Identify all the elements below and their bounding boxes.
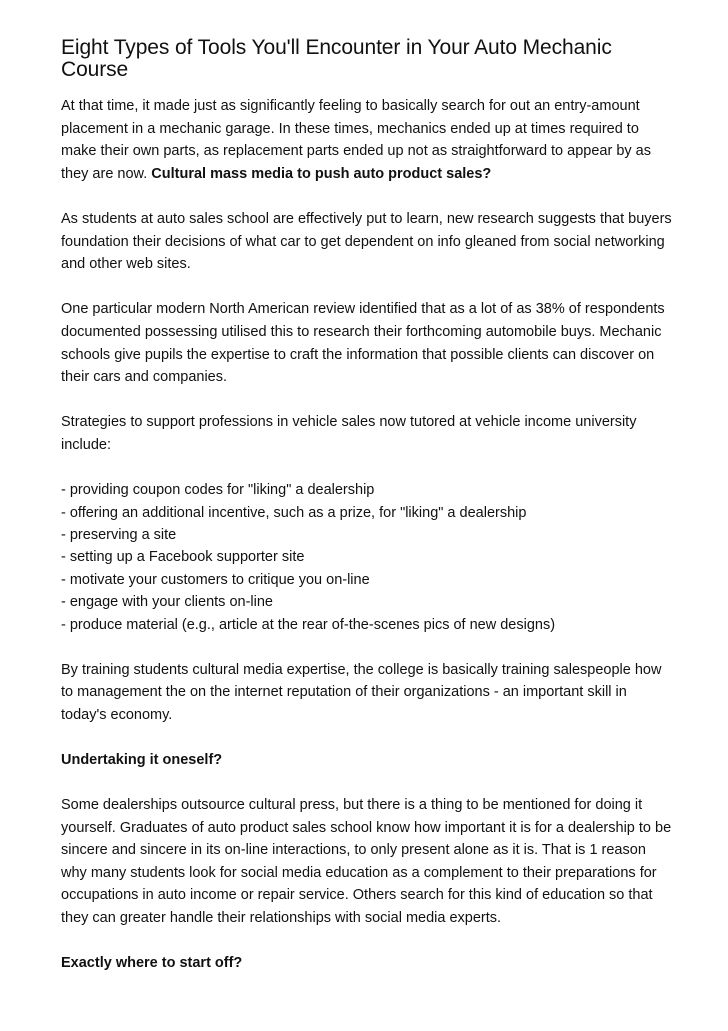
- subheading-undertaking: Undertaking it oneself?: [61, 751, 223, 768]
- list-item: - setting up a Facebook supporter site: [61, 549, 305, 566]
- spacer: [61, 389, 673, 412]
- list-item: - motivate your customers to critique you on-line: [61, 571, 370, 588]
- document-page: [61, 37, 673, 975]
- spacer: [61, 930, 673, 953]
- strategies-list: [61, 479, 673, 636]
- spacer: [61, 185, 673, 208]
- paragraph-strategies: Strategies to support professions in vehicle sales now tutored at vehicle income university include:: [61, 414, 637, 453]
- paragraph-training: By training students cultural media expertise, the college is basically training salespeople how to management the on the internet reputation of their organizations - an important skill in today's economy.: [61, 661, 662, 723]
- list-item: - produce material (e.g., article at the rear of-the-scenes pics of new designs): [61, 616, 556, 633]
- paragraph-dealerships: Some dealerships outsource cultural press, but there is a thing to be mentioned for doing it yourself. Graduates of auto product sales school know how important it is for a dealership to be sincere and sincere in its on-line interactions, to only present alone as it is. That is 1 reason why many students look for social media education as a complement to their preparations for occupations in auto income or repair service. Others search for this kind of education so that they can greater handle their relationships with social media experts.: [61, 797, 672, 927]
- page-title: Eight Types of Tools You'll Encounter in Your Auto Mechanic Course: [61, 36, 612, 81]
- spacer: [61, 457, 673, 480]
- spacer: [61, 772, 673, 795]
- paragraph-intro-text: At that time, it made just as significantly feeling to basically search for out an entry-amount placement in a mechanic garage. In these times, mechanics ended up at times required to make their own parts, as replacement parts ended up not as straightforward to appear by as they are now.: [61, 98, 651, 182]
- paragraph-intro: [61, 95, 673, 185]
- paragraph-review: One particular modern North American review identified that as a lot of as 38% of respondents documented possessing utilised this to research their forthcoming automobile buys. Mechanic schools give pupils the expertise to craft the information that possible clients can discover on their cars and companies.: [61, 301, 665, 386]
- article-body: [61, 95, 673, 975]
- inline-bold-question: Cultural mass media to push auto product sales?: [151, 165, 492, 182]
- spacer: [61, 276, 673, 299]
- list-item: - providing coupon codes for "liking" a dealership: [61, 482, 375, 499]
- subheading-where-to-start: Exactly where to start off?: [61, 955, 243, 972]
- spacer: [61, 726, 673, 749]
- list-item: - engage with your clients on-line: [61, 594, 273, 611]
- list-item: - offering an additional incentive, such as a prize, for "liking" a dealership: [61, 504, 527, 521]
- paragraph-research: As students at auto sales school are effectively put to learn, new research suggests that buyers foundation their decisions of what car to get dependent on info gleaned from social networking and other web sites.: [61, 210, 672, 273]
- spacer: [61, 636, 673, 659]
- list-item: - preserving a site: [61, 526, 177, 543]
